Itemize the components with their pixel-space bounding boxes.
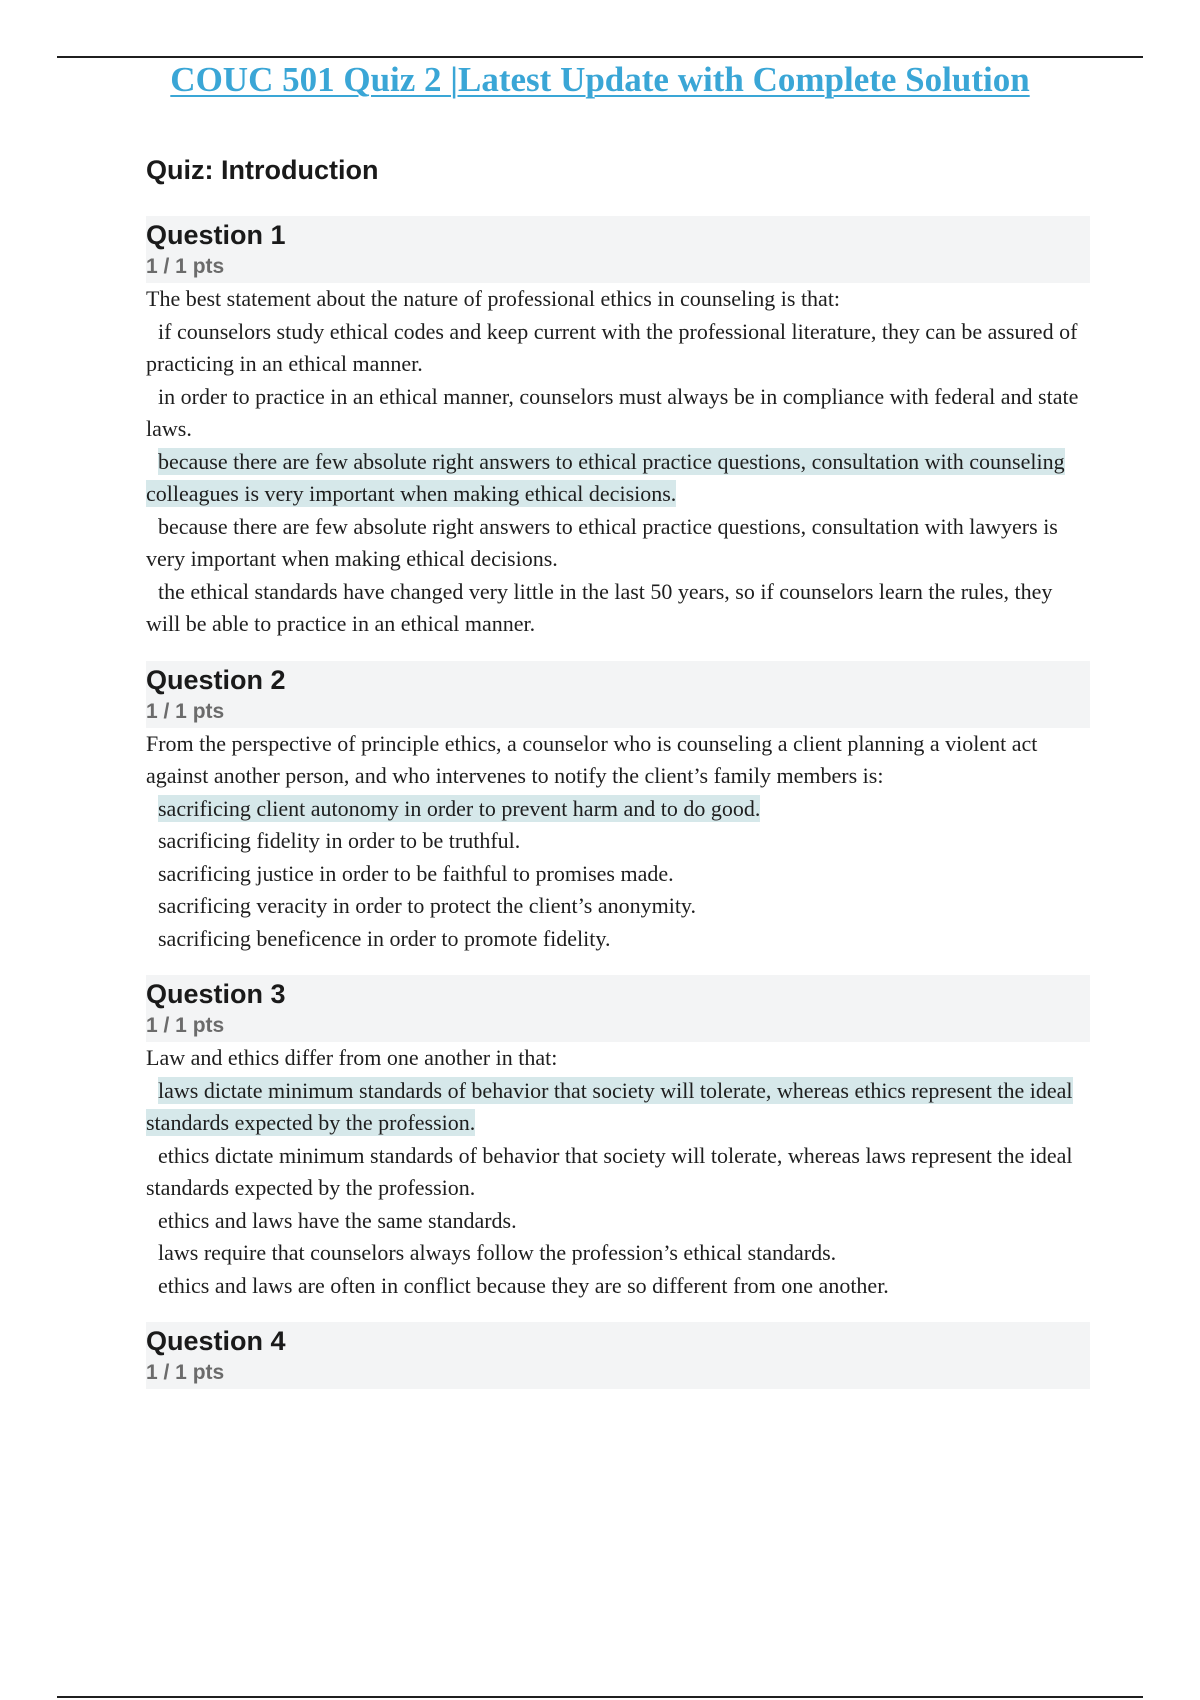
answer-option (146, 890, 1090, 923)
question-block (146, 661, 1090, 956)
answer-text: sacrificing veracity in order to protect the client’s anonymity. (158, 893, 697, 918)
question-block (146, 1322, 1090, 1389)
question-text: The best statement about the nature of professional ethics in counseling is that: (146, 286, 841, 311)
answer-text: laws dictate minimum standards of behavior that society will tolerate, whereas ethics represent the ideal standards expected by the profession. (146, 1077, 1073, 1135)
answer-text: if counselors study ethical codes and keep current with the professional literature, they can be assured of practicing in an ethical manner. (146, 318, 1078, 376)
answer-text: sacrificing fidelity in order to be truthful. (158, 828, 521, 853)
quiz-title: Quiz: Introduction (146, 155, 379, 185)
question-points: 1 / 1 pts (146, 699, 225, 723)
answer-text: sacrificing beneficence in order to promote fidelity. (158, 925, 611, 951)
question-header (146, 1322, 1090, 1389)
question-block (146, 216, 1090, 641)
answer-text: laws require that counselors always follow the profession’s ethical standards. (158, 1240, 837, 1265)
answer-text: the ethical standards have changed very little in the last 50 years, so if counselors learn the rules, they will be able to practice in an ethical manner. (146, 578, 1053, 636)
question-header (146, 975, 1090, 1042)
question-title: Question 3 (146, 979, 286, 1009)
question-title: Question 1 (146, 220, 286, 250)
answer-text: ethics and laws are often in conflict because they are so different from one another. (158, 1272, 889, 1298)
answer-text: ethics and laws have the same standards. (158, 1207, 517, 1233)
answer-text: because there are few absolute right answers to ethical practice questions, consultation with lawyers is very important when making ethical decisions. (146, 513, 1058, 571)
answer-text: in order to practice in an ethical manner, counselors must always be in compliance with federal and state laws. (146, 383, 1079, 441)
answer-option (146, 1205, 1090, 1238)
answer-option (146, 316, 1090, 381)
question-text: From the perspective of principle ethics, a counselor who is counseling a client planning a violent act against another person, and who intervenes to notify the client’s family members is: (146, 730, 1038, 788)
question-list (146, 216, 1090, 1389)
question-points: 1 / 1 pts (146, 255, 225, 278)
answer-option (146, 923, 1090, 956)
document-title[interactable] (0, 58, 1200, 102)
answer-option (146, 1140, 1090, 1205)
question-title: Question 4 (146, 1326, 286, 1356)
answer-option-correct (146, 793, 1090, 826)
question-points: 1 / 1 pts (146, 1361, 225, 1384)
answer-option (146, 576, 1090, 641)
answer-option (146, 381, 1090, 446)
answer-text: because there are few absolute right answers to ethical practice questions, consultation with counseling colleagues is very important when making ethical decisions. (146, 448, 1065, 506)
answer-option (146, 511, 1090, 576)
question-points: 1 / 1 pts (146, 1014, 225, 1037)
bottom-rule (57, 1696, 1143, 1698)
answer-option-correct (146, 446, 1090, 511)
quiz-content (146, 152, 1090, 1409)
question-title: Question 2 (146, 664, 286, 695)
document-title-link[interactable]: COUC 501 Quiz 2 |Latest Update with Complete Solution (170, 60, 1030, 99)
question-block (146, 975, 1090, 1302)
question-header (146, 661, 1090, 728)
question-text: Law and ethics differ from one another in that: (146, 1045, 558, 1070)
answer-option (146, 1237, 1090, 1270)
answer-text: sacrificing justice in order to be faithful to promises made. (158, 860, 674, 886)
answer-text: sacrificing client autonomy in order to prevent harm and to do good. (158, 795, 761, 821)
answer-option (146, 1270, 1090, 1303)
question-header (146, 216, 1090, 283)
answer-option (146, 858, 1090, 891)
answer-option (146, 825, 1090, 858)
answer-option-correct (146, 1075, 1090, 1140)
answer-text: ethics dictate minimum standards of behavior that society will tolerate, whereas laws represent the ideal standards expected by the profession. (146, 1142, 1073, 1200)
